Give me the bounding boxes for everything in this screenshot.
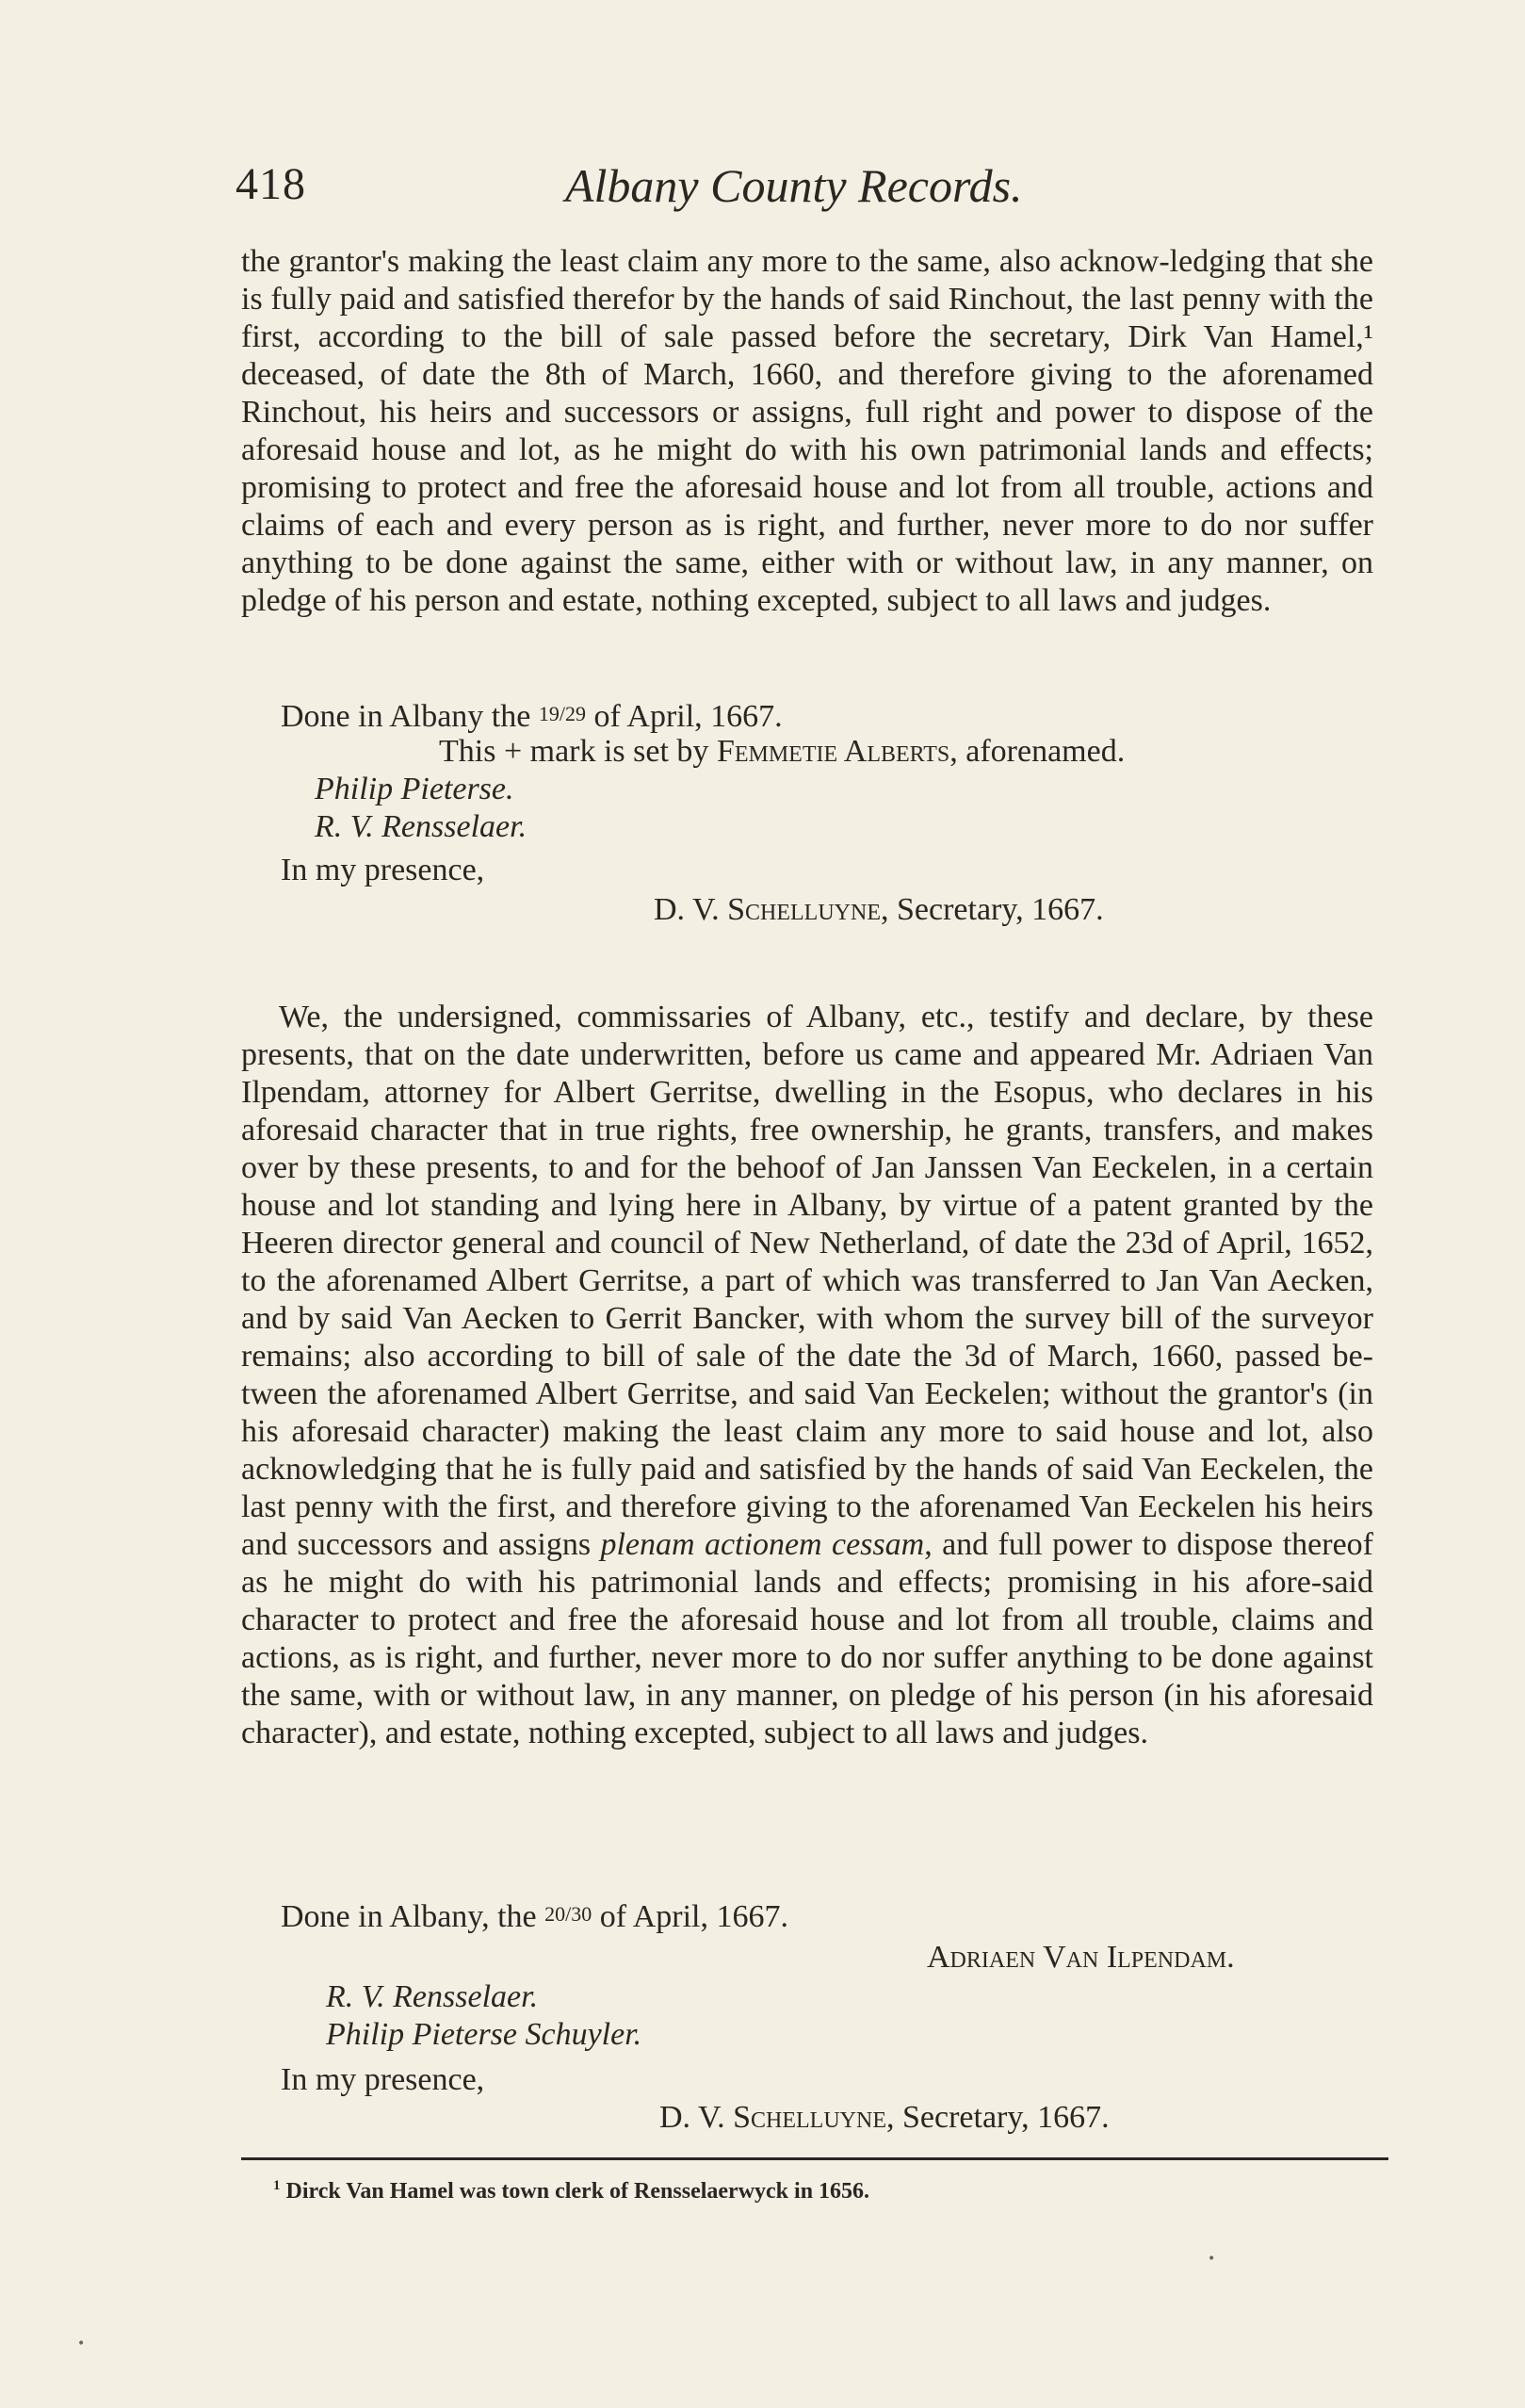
record2-witness-1: R. V. Rensselaer. (326, 1979, 539, 2014)
record2-date-fraction: 20/30 (544, 1902, 592, 1926)
footnote-text: Dirck Van Hamel was town clerk of Rensselaerwyck in 1656. (285, 2179, 870, 2204)
footnote (273, 2178, 869, 2205)
running-head (235, 158, 1361, 215)
record1-paragraph: the grantor's making the least claim any more to the same, also acknow-ledging that she is fully paid and satisfied therefor by the hands of said Rinchout, the last penny with the first, according to the bill of sale passed before the secretary, Dirk Van Hamel,¹ deceased, of date the 8th of March, 1660, and therefore giving to the aforenamed Rinchout, his heirs and successors or assigns, full right and power to dispose of the aforesaid house and lot, as he might do with his own patrimonial lands and effects; promising to protect and free the aforesaid house and lot from all trouble, actions and claims of each and every person as is right, and further, never more to do nor suffer anything to be done against the same, either with or without law, in any manner, on pledge of his person and estate, nothing excepted, subject to all laws and judges. (241, 244, 1373, 618)
record2-paragraph (241, 999, 1373, 1752)
record1-done-prefix: Done in Albany the (281, 699, 531, 734)
print-speck: • (77, 2336, 86, 2351)
record2-presence: In my presence, (281, 2062, 485, 2097)
record1-done-line (281, 695, 783, 736)
record1-date-fraction: 19/29 (538, 702, 586, 725)
record2-done-prefix: Done in Albany, the (281, 1899, 537, 1934)
secretary-name: D. V. Schelluyne (654, 892, 881, 927)
mark-name: Femmetie Alberts (716, 734, 950, 769)
secretary-suffix: , Secretary, 1667. (886, 2100, 1110, 2135)
mark-text: This + mark is set by (439, 734, 709, 769)
page-number: 418 (235, 159, 306, 209)
record2-signatory: Adriaen Van Ilpendam. (927, 1940, 1235, 1975)
record1-mark-line (439, 733, 1125, 771)
record1-done-suffix: of April, 1667. (593, 699, 783, 734)
mark-suffix: , aforenamed. (949, 734, 1126, 769)
record1-witness-2: R. V. Rensselaer. (315, 809, 527, 844)
secretary-suffix: , Secretary, 1667. (881, 892, 1104, 927)
record2-done-suffix: of April, 1667. (599, 1899, 788, 1934)
record1-presence: In my presence, (281, 853, 485, 887)
record2-secretary (659, 2099, 1110, 2137)
record1-witness-1: Philip Pieterse. (315, 772, 514, 806)
record2-done-line (281, 1895, 788, 1936)
record2-latin-phrase: plenam actionem cessam (600, 1527, 925, 1562)
record2-text-a: We, the undersigned, commissaries of Albany, etc., testify and declare, by these presents, that on the date underwritten, before us came and appeared Mr. Adriaen Van Ilpendam, attorney for Albert Gerritse, dwelling in the Esopus, who declares in his aforesaid character that in true rights, free ownership, he grants, transfers, and makes over by these presents, to and for the behoof of Jan Janssen Van Eeckelen, in a certain house and lot standing and lying here in Albany, by virtue of a patent granted by the Heeren director general and council of New Netherland, of date the 23d of April, 1652, to the aforenamed Albert Gerritse, a part of which was transferred to Jan Van Aecken, and by said Van Aecken to Gerrit Bancker, with whom the survey bill of the surveyor remains; also according to bill of sale of the date the 3d of March, 1660, passed be-tween the aforenamed Albert Gerritse, and said Van Eeckelen; without the grantor's (in his aforesaid character) making the least claim any more to said house and lot, also acknowledging that he is fully paid and satisfied by the hands of said Van Eeckelen, the last penny with the first, and therefore giving to the aforenamed Van Eeckelen his heirs and successors and assigns (241, 1000, 1373, 1562)
print-speck: • (1208, 2252, 1216, 2267)
record2-text-b: , and full power to dispose thereof as he might do with his patrimonial lands and effects; promising in his afore-said character to protect and free the aforesaid house and lot from all trouble, claims and actions, as is right, and further, never more to do nor suffer anything to be done against the same, with or without law, in any manner, on pledge of his person (in his aforesaid character), and estate, nothing excepted, subject to all laws and judges. (241, 1527, 1373, 1750)
record2-witness-2: Philip Pieterse Schuyler. (326, 2017, 642, 2052)
secretary-name: D. V. Schelluyne (659, 2100, 886, 2135)
running-title: Albany County Records. (565, 159, 1023, 212)
record1-secretary (654, 891, 1104, 929)
footnote-rule (241, 2157, 1388, 2160)
footnote-marker: 1 (273, 2178, 281, 2193)
